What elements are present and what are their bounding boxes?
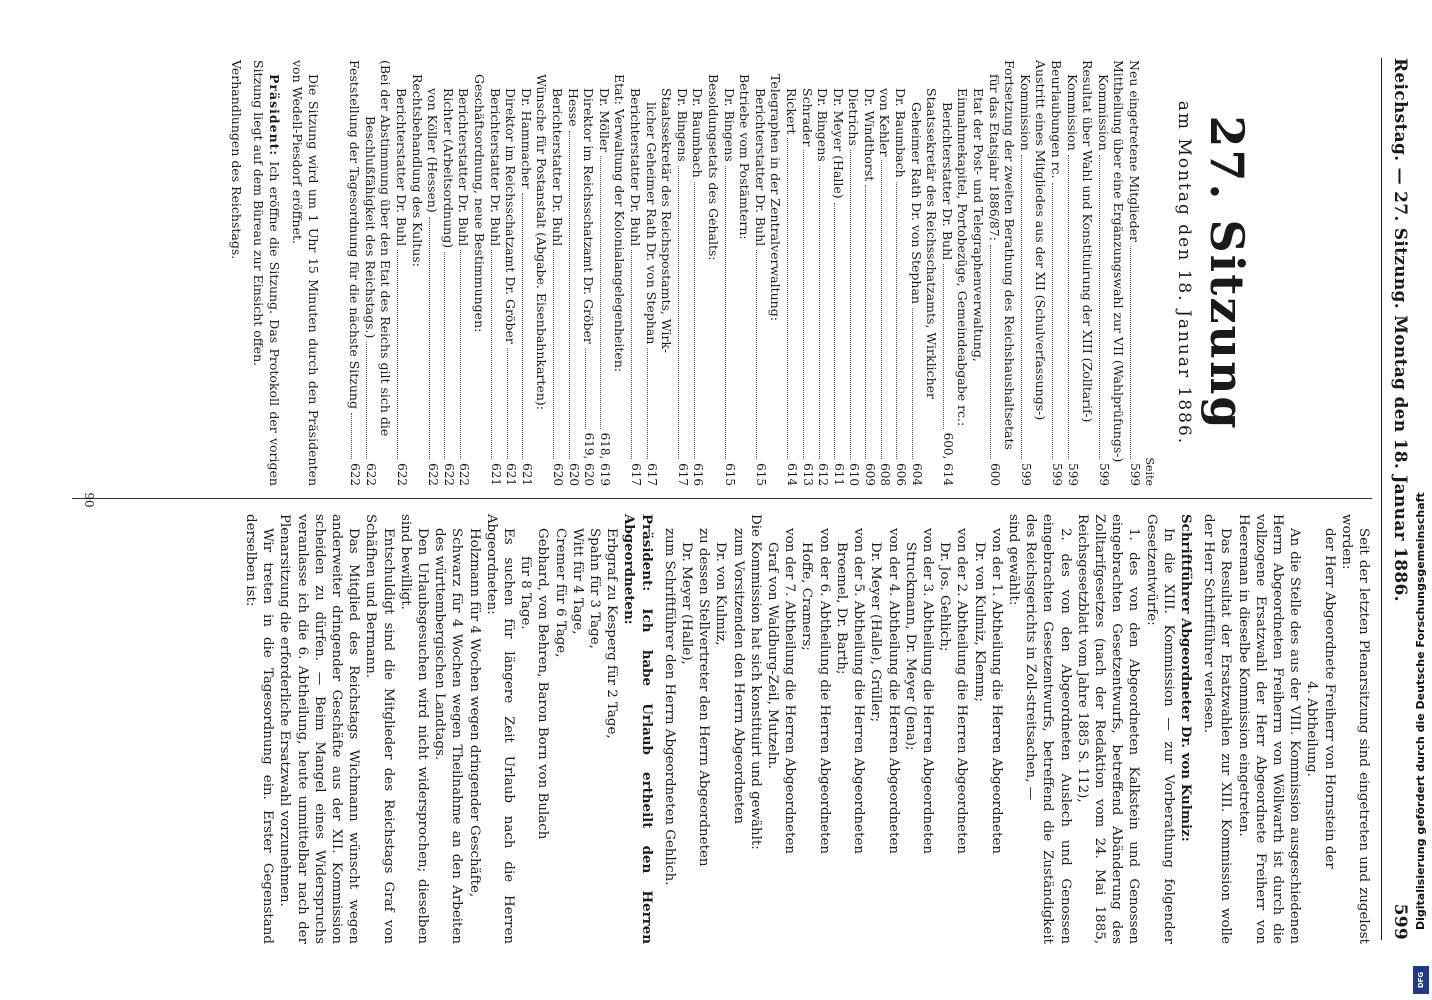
- toc-entry: [752, 60, 768, 486]
- toc-entry-text: Resultat über Wahl und Konstituirung der XIII (Zolltarif-): [1080, 60, 1096, 423]
- toc-entry: [830, 60, 846, 486]
- toc-page-number: 599: [1096, 463, 1111, 486]
- toc-entry: [799, 60, 815, 486]
- session-paragraph: zu dessen Stellvertreter den Herrn Abgeordneten: [696, 528, 712, 867]
- toc-entry: [1048, 60, 1064, 486]
- toc-entry-text: Geschäftsordnung, neue Bestimmungen:: [472, 74, 488, 333]
- session-paragraph: Dr. Jos. Gehlich;: [937, 542, 953, 652]
- toc-leader-dots: [631, 250, 632, 459]
- toc-page-number: 614: [784, 463, 799, 486]
- toc-entry-text: Beurlaubungen rc.: [1049, 60, 1065, 179]
- header-page-number: 599: [1390, 903, 1410, 940]
- toc-leader-dots: [507, 348, 508, 459]
- right-column: [242, 514, 1372, 944]
- session-paragraph: Holzmann für 4 Wochen wegen dringender Geschäfte,: [466, 528, 482, 898]
- toc-entry: [690, 60, 706, 486]
- session-title: 27. Sitzung: [1200, 115, 1254, 431]
- toc-leader-dots: [850, 150, 851, 459]
- toc-entry: [471, 60, 487, 486]
- toc-entry-text: Etat der Post- und Telegraphenverwaltung,: [971, 88, 987, 362]
- toc-entry: [440, 60, 456, 486]
- toc-entry: [1111, 60, 1127, 486]
- session-paragraph: für 8 Tage.: [518, 556, 534, 630]
- toc-leader-dots: [943, 264, 944, 428]
- toc-entry-text: (Bei der Abstimmung über den Etat des Reichs gilt sich die: [378, 60, 394, 437]
- toc-page-number: 622: [457, 463, 472, 486]
- toc-leader-dots: [881, 160, 882, 459]
- toc-entry: [1064, 60, 1080, 486]
- toc-entry-text: Berichterstatter Dr. Buhl: [550, 88, 566, 247]
- toc-entry-text: Hesse: [565, 88, 581, 127]
- toc-page-number: 615: [753, 463, 768, 486]
- toc-leader-dots: [1021, 155, 1022, 459]
- toc-leader-dots: [897, 182, 898, 459]
- session-paragraph: Witt für 4 Tage,: [569, 528, 585, 635]
- session-paragraph: der Herr Abgeordnete Freiherr von Hornstein der: [1321, 528, 1337, 869]
- session-paragraph: Entschuldigt sind die Mitglieder des Reichstags Graf von Schäfhen und Bermann.: [363, 514, 396, 944]
- toc-entry-text: von Köller (Hessen): [425, 88, 441, 213]
- toc-page-number: 617: [629, 463, 643, 486]
- left-column: [229, 60, 1372, 486]
- session-paragraph: sind gewählt:: [1005, 514, 1021, 606]
- toc-leader-dots: [694, 182, 695, 459]
- toc-leader-dots: [678, 166, 679, 459]
- header-title: Reichstag. — 27. Sitzung. Montag den 18. Januar 1886.: [1390, 58, 1410, 602]
- toc-entry: [627, 60, 643, 486]
- toc-entry-text: Direktor im Reichsschatzamt Dr. Gröber: [503, 88, 519, 344]
- toc-leader-dots: [725, 166, 726, 459]
- toc-entry-text: Wünsche für Postanstalt (Abgabe. Eisenbahnkarten):: [534, 74, 550, 410]
- toc-entry: [674, 60, 690, 486]
- toc-entry-text: Staatssekretär des Reichspostamts, Wirk-: [659, 88, 675, 354]
- toc-entry: [643, 60, 659, 486]
- toc-entry: [1095, 60, 1111, 486]
- toc-leader-dots: [756, 250, 757, 459]
- session-paragraph: von der 2. Abtheilung die Herren Abgeordneten: [954, 528, 970, 855]
- session-paragraph: Schriftführer Abgeordneter Dr. von Kulmiz:: [1177, 514, 1194, 842]
- session-paragraph: Es suchen für längere Zeit Urlaub nach die Herren Abgeordneten:: [483, 514, 517, 944]
- session-paragraph: Präsident: Ich habe Urlaub ertheilt den Herren Abgeordneten:: [621, 514, 655, 944]
- toc-page-number: 609: [862, 463, 877, 486]
- toc-entry-text: licher Geheimer Rath Dr. von Stephan: [643, 102, 659, 345]
- toc-entry: [534, 60, 550, 486]
- toc-leader-dots: [429, 217, 430, 459]
- toc-leader-dots: [460, 250, 461, 459]
- toc-entry: [487, 60, 503, 486]
- toc-entry-text: von Kehler: [877, 88, 893, 157]
- toc-page-number: 622: [441, 463, 456, 486]
- session-paragraph: von der 7. Abtheilung die Herren Abgeordneten: [782, 528, 798, 855]
- toc-entry-text: Dietrichs: [846, 88, 862, 146]
- toc-page-number: 619, 620: [582, 432, 597, 486]
- toc-entry: [518, 60, 534, 486]
- session-paragraph: Dr. von Kulmiz,: [713, 542, 729, 646]
- session-paragraph: Den Urlaubsgesuchen wird nicht widersprochen; dieselben sind bewilligt.: [397, 514, 431, 944]
- session-paragraph: Struckmann, Dr. Meyer (Jena);: [902, 542, 918, 751]
- toc-entry: [783, 60, 799, 486]
- toc-page-number: 610: [847, 463, 862, 486]
- toc-entry-text: Berichterstatter Dr. Buhl: [752, 88, 768, 247]
- toc-leader-dots: [1130, 246, 1131, 459]
- toc-entry: [659, 60, 675, 486]
- toc-entry-text: Betriebe vom Postämtern:: [737, 74, 753, 240]
- toc-entry-text: Etat: Verwaltung der Kolonialangelegenheiten:: [612, 74, 628, 373]
- toc-entry: [1033, 60, 1049, 486]
- column-divider: [72, 498, 1372, 499]
- toc-entry-text: Dr. Bingens: [674, 88, 690, 162]
- running-header: [1381, 58, 1416, 940]
- toc-entry-text: Dr. Windthorst: [861, 88, 877, 182]
- session-date: am Montag den 18. Januar 1886.: [1174, 100, 1194, 446]
- session-paragraph: In die XIII. Kommission — zur Vorberathung folgender Gesetzentwürfe:: [1143, 514, 1176, 944]
- toc-entry: [893, 60, 909, 486]
- toc-leader-dots: [398, 250, 399, 459]
- toc-entry-text: Dr. Möller: [596, 88, 612, 153]
- toc-entry-text: Besoldungsetats des Gehalts:: [705, 74, 721, 261]
- toc-entry-text: Kommission: [1064, 74, 1080, 151]
- toc-page-number: 621: [488, 463, 503, 486]
- toc-page-number: 599: [1128, 463, 1142, 486]
- toc-page-number: 600, 614: [940, 432, 955, 486]
- toc-leader-dots: [1099, 155, 1100, 459]
- toc-entry-text: Berichterstatter Dr. Buhl: [487, 88, 503, 247]
- session-paragraph: von der 5. Abtheilung die Herren Abgeordneten: [851, 528, 867, 855]
- credit-text: Digitalisierung gefördert durch die Deutsche Forschungsgemeinschaft: [1414, 492, 1427, 930]
- toc-leader-dots: [444, 252, 445, 459]
- toc-entry: [1017, 60, 1033, 486]
- toc-entry-text: Rechtsbehandlung des Kultus:: [409, 74, 425, 267]
- toc-entry-text: Berichterstatter Dr. Buhl: [939, 102, 955, 261]
- toc-leader-dots: [600, 156, 601, 428]
- toc-entry-text: Rickert: [783, 88, 799, 135]
- toc-entry: [565, 60, 581, 486]
- toc-entry: [861, 60, 877, 486]
- toc-page-number: 608: [878, 463, 893, 486]
- toc-leader-dots: [366, 342, 367, 459]
- toc-page-number: 618, 619: [597, 432, 612, 486]
- toc-entry: [970, 60, 986, 486]
- opening-paragraphs: [229, 60, 321, 486]
- toc-entry-text: Dr. Bingens: [721, 88, 737, 162]
- toc-leader-dots: [819, 166, 820, 459]
- toc-leader-dots: [491, 250, 492, 459]
- toc-entry: [394, 60, 410, 486]
- toc-entry: [503, 60, 519, 486]
- session-paragraph: Dr. Meyer (Halle),: [679, 542, 695, 665]
- toc-leader-dots: [1052, 183, 1053, 460]
- toc-entry-text: Kommission: [1017, 74, 1033, 151]
- toc-page-number: 615: [722, 463, 737, 486]
- toc-page-number: 611: [831, 463, 846, 486]
- page-footer: [82, 0, 96, 1000]
- toc-entry-text: Staatssekretär des Reichsschatzamts, Wirklicher: [924, 88, 940, 399]
- table-of-contents: [347, 60, 1142, 486]
- session-paragraph: 2. des von den Abgeordneten Auslech und Genossen eingebrachten Gesetzentwurfs, betreffend die Zuständigkeit des Reichsgerichts in Zoll-streitsachen, —: [1023, 514, 1073, 944]
- toc-entry: [409, 60, 425, 486]
- toc-entry: [362, 60, 378, 486]
- toc-entry-text: Fortsetzung der zweiten Berathung des Reichshaushaltsetats: [1002, 60, 1018, 450]
- toc-entry-text: Dr. Baumbach: [893, 88, 909, 178]
- toc-page-header: Seite: [1143, 457, 1156, 486]
- toc-entry: [612, 60, 628, 486]
- session-paragraph: von der 6. Abtheilung die Herren Abgeordneten: [816, 528, 832, 855]
- toc-leader-dots: [912, 308, 913, 459]
- toc-entry: [768, 60, 784, 486]
- toc-leader-dots: [351, 413, 352, 459]
- session-paragraph: von der 1. Abtheilung die Herren Abgeordneten: [988, 528, 1004, 855]
- toc-page-number: 599: [1050, 463, 1065, 486]
- session-paragraph: 1. des von den Abgeordneten Kalkstein und Genossen eingebrachten Gesetzentwurfs, betreffend Abänderung des Zolltarifgesetzes (nach der Redaktion vom 24. Mai 1885, Reichsgesetzblatt vom Jahre 1885 S. 112),: [1074, 514, 1142, 944]
- toc-page-number: 616: [691, 463, 706, 486]
- toc-entry-text: Dr. Hammacher: [518, 88, 534, 189]
- toc-entry-text: Dr. Meyer (Halle): [830, 88, 846, 199]
- toc-page-number: 621: [504, 463, 519, 486]
- toc-entry-text: Neu eingetretene Mitglieder: [1127, 60, 1142, 243]
- session-paragraph: An die Stelle des aus der VIII. Kommission ausgeschiedenen Herrn Abgeordneten Freiherrn von Wöllwarth ist durch die vollzogene Ersatzwahl der Herr Abgeordnete Freiherr von Heereman in dieselbe Kommission eingetreten.: [1235, 514, 1303, 944]
- toc-entry-text: Direktor im Reichsschatzamt Dr. Gröber: [581, 88, 597, 344]
- toc-leader-dots: [834, 203, 835, 459]
- session-paragraph: Graf von Waldburg-Zeil, Mutzeln.: [765, 542, 781, 770]
- toc-leader-dots: [787, 138, 788, 459]
- toc-entry: [378, 60, 394, 486]
- session-paragraph: Das Mitglied des Reichstags Wichmann wünscht wegen anderweiter dringender Geschäfte aus der XII. Kommission scheiden zu dürfen. — Beim Mangel eines Widerspruchs veranlasse ich die 6. Abtheilung, heute unmittelbar nach der Plenarsitzung die erforderliche Ersatzwahl vorzunehmen.: [277, 514, 362, 944]
- paragraph-text: Die Sitzung wird um 1 Uhr 15 Minuten durch den Präsidenten von Wedell-Piesdorf eröffnet.: [290, 60, 321, 486]
- toc-page-number: 599: [1018, 463, 1033, 486]
- toc-entry: [1126, 60, 1142, 486]
- opening-paragraph: [290, 60, 321, 486]
- toc-page-number: 600: [987, 463, 1002, 486]
- toc-entry-text: Feststellung der Tagesordnung für die nächste Sitzung: [347, 60, 363, 409]
- toc-leader-dots: [865, 185, 866, 459]
- toc-leader-dots: [1068, 155, 1069, 459]
- toc-page-number: 622: [363, 463, 378, 486]
- toc-page-number: 622: [426, 463, 441, 486]
- toc-page-number: 617: [644, 463, 659, 486]
- toc-entry-text: Einnahmekapitel, Portobezüge, Gemeindeabgabe rc.:: [955, 88, 971, 427]
- session-paragraph: Wir treten in die Tagesordnung ein. Erster Gegenstand derselben ist:: [243, 514, 276, 944]
- toc-page-number: 622: [395, 463, 410, 486]
- toc-entry-text: Kommission: [1095, 74, 1111, 151]
- toc-entry: [549, 60, 565, 486]
- paragraph-text: Ich eröffne die Sitzung. Das Protokoll der vorigen Sitzung liegt auf dem Büreau zur Einsicht offen.: [250, 60, 282, 486]
- toc-entry: [939, 60, 955, 486]
- toc-entry-text: Dr. Bingens: [815, 88, 831, 162]
- session-paragraph: Gebhard, von Behren, Baron Born von Bulach: [535, 528, 551, 840]
- toc-entry-text: Telegraphen in der Zentralverwaltung:: [768, 74, 784, 321]
- session-paragraph: Erbgraf zu Kesperg für 2 Tage,: [604, 528, 620, 739]
- session-paragraph: Spahn für 3 Tage,: [587, 528, 603, 649]
- toc-page-number: 612: [816, 463, 831, 486]
- toc-entry-text: Schrader: [799, 88, 815, 147]
- session-paragraph: von der 4. Abtheilung die Herren Abgeordneten: [885, 528, 901, 855]
- toc-entry-text: Geheimer Rath Dr. von Stephan: [908, 102, 924, 304]
- toc-page-number: 621: [519, 463, 534, 486]
- left-footer-note: Verhandlungen des Reichstags.: [229, 60, 245, 260]
- toc-entry: [347, 60, 363, 486]
- toc-leader-dots: [803, 150, 804, 459]
- toc-entry: [1080, 60, 1096, 486]
- toc-entry-text: für das Etatsjahr 1886/87:: [986, 74, 1002, 241]
- speaker-label: Präsident:: [266, 74, 282, 157]
- session-paragraph: Dr. Meyer (Halle), Grüller;: [868, 542, 884, 723]
- toc-entry: [955, 60, 971, 486]
- session-paragraph: 4. Abtheilung.: [1304, 681, 1320, 777]
- opening-paragraph: [250, 60, 281, 486]
- toc-entry: [705, 60, 721, 486]
- dfg-logo: [1413, 966, 1429, 994]
- toc-page-number: 620: [551, 463, 566, 486]
- toc-entry-text: Austritt eines Mitgliedes aus der XII (Schulverfassungs-): [1033, 60, 1049, 421]
- session-paragraph: Das Resultat der Ersatzwahlen zur XIII. Kommission wolle der Herr Schriftführer verlesen.: [1201, 514, 1234, 944]
- session-paragraph: Die Kommission hat sich konstituirt und gewählt:: [747, 514, 763, 850]
- toc-entry: [425, 60, 441, 486]
- toc-entry-text: Dr. Baumbach: [690, 88, 706, 178]
- footer-page-number: 90: [82, 492, 96, 508]
- toc-page-number: 613: [800, 463, 815, 486]
- session-paragraph: Seit der letzten Plenarsitzung sind eingetreten und zugelost worden:: [1338, 514, 1371, 944]
- toc-entry: [924, 60, 940, 486]
- toc-entry: [846, 60, 862, 486]
- toc-page-number: 622: [348, 463, 363, 486]
- toc-leader-dots: [569, 131, 570, 460]
- toc-page-number: 620: [566, 463, 581, 486]
- toc-entry: [721, 60, 737, 486]
- session-paragraph: zum Vorsitzenden den Herrn Abgeordneten: [730, 528, 746, 824]
- toc-leader-dots: [585, 348, 586, 429]
- dfg-logo-text: DFG: [1417, 971, 1425, 989]
- toc-entry: [456, 60, 472, 486]
- toc-leader-dots: [647, 348, 648, 459]
- toc-entry-text: Berichterstatter Dr. Buhl: [394, 88, 410, 247]
- session-paragraph: Dr. von Kulmiz, Klemm;: [971, 542, 987, 702]
- toc-page-number: 606: [894, 463, 909, 486]
- toc-page-number: 617: [675, 463, 690, 486]
- session-paragraph: Hoffe, Cramers;: [799, 542, 815, 651]
- toc-entry: [581, 60, 597, 486]
- toc-entry: [737, 60, 753, 486]
- toc-entry: [877, 60, 893, 486]
- toc-leader-dots: [990, 245, 991, 459]
- toc-entry-text: Beschlußfähigkeit des Reichstags.): [362, 116, 378, 339]
- session-paragraph: Schwarz für 4 Wochen wegen Theilnahme an den Arbeiten des württembergischen Landtags.: [432, 528, 465, 944]
- toc-entry: [986, 60, 1002, 486]
- toc-entry: [596, 60, 612, 486]
- session-paragraph: von der 3. Abtheilung die Herren Abgeordneten: [919, 528, 935, 855]
- toc-page-number: 599: [1065, 463, 1080, 486]
- toc-leader-dots: [553, 250, 554, 459]
- digitization-credit: [1412, 6, 1430, 990]
- toc-entry: [1002, 60, 1018, 486]
- toc-entry: [908, 60, 924, 486]
- toc-entry-text: Berichterstatter Dr. Buhl: [456, 88, 472, 247]
- session-paragraph: Broemel, Dr. Barth;: [833, 542, 849, 675]
- toc-entry-text: Berichterstatter Dr. Buhl: [628, 88, 643, 247]
- toc-entry-text: Richter (Arbeitsordnung): [440, 88, 456, 249]
- toc-leader-dots: [522, 193, 523, 460]
- toc-page-number: 604: [909, 463, 924, 486]
- toc-entry: [815, 60, 831, 486]
- session-paragraph: zum Schriftführer den Herrn Abgeordneten Gehlich.: [661, 528, 677, 886]
- session-paragraph: Cremer für 6 Tage,: [552, 528, 568, 658]
- toc-entry-text: Mittheilung über eine Ergänzungswahl zur VII (Wahlprüfungs-): [1111, 60, 1127, 463]
